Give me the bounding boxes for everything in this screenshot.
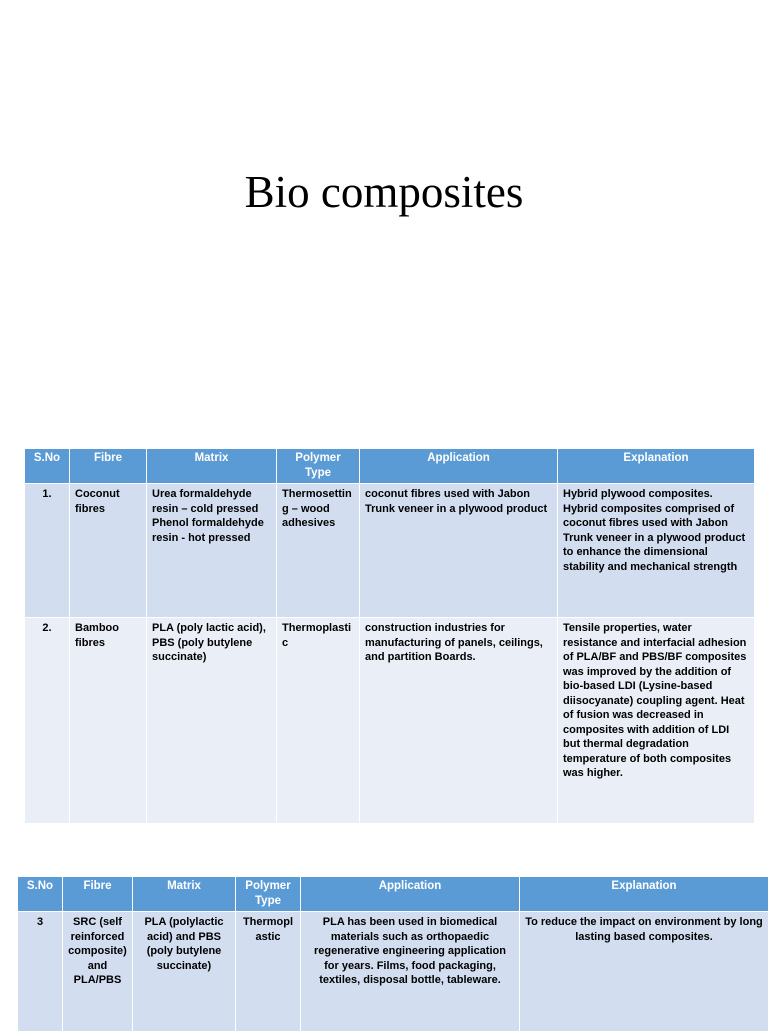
header-sno: S.No	[18, 877, 63, 912]
header-polymer-type: Polymer Type	[277, 449, 360, 484]
header-explanation: Explanation	[558, 449, 755, 484]
header-matrix: Matrix	[133, 877, 236, 912]
cell-explanation: To reduce the impact on environment by long lasting based composites.	[520, 912, 768, 1032]
cell-explanation: Hybrid plywood composites. Hybrid composites comprised of coconut fibres used with Jabon Trunk veneer in a plywood product to enhance the dimensional stability and mechanical strength	[558, 484, 755, 618]
table-row	[25, 618, 755, 824]
header-explanation: Explanation	[520, 877, 768, 912]
table-header-row	[25, 449, 755, 484]
table-row	[25, 484, 755, 618]
cell-matrix: Urea formaldehyde resin – cold pressed Phenol formaldehyde resin - hot pressed	[147, 484, 277, 618]
cell-application: construction industries for manufacturing of panels, ceilings, and partition Boards.	[360, 618, 558, 824]
cell-sno: 2.	[25, 618, 70, 824]
cell-sno: 1.	[25, 484, 70, 618]
bio-composites-table-2	[17, 876, 768, 1032]
table-row	[18, 912, 768, 1032]
cell-polymer-type: Thermoplastic	[236, 912, 301, 1032]
cell-explanation: Tensile properties, water resistance and interfacial adhesion of PLA/BF and PBS/BF composites was improved by the addition of bio-based LDI (Lysine-based diisocyanate) coupling agent. Heat of fusion was decreased in composites with addition of LDI but thermal degradation temperature of both composites was higher.	[558, 618, 755, 824]
cell-fibre: Bamboo fibres	[70, 618, 147, 824]
cell-application: PLA has been used in biomedical materials such as orthopaedic regenerative engineering application for years. Films, food packaging, textiles, disposal bottle, tableware.	[301, 912, 520, 1032]
cell-fibre: Coconut fibres	[70, 484, 147, 618]
header-polymer-type: Polymer Type	[236, 877, 301, 912]
header-fibre: Fibre	[63, 877, 133, 912]
cell-application: coconut fibres used with Jabon Trunk veneer in a plywood product	[360, 484, 558, 618]
cell-polymer-type: Thermoplastic	[277, 618, 360, 824]
header-matrix: Matrix	[147, 449, 277, 484]
cell-fibre: SRC (self reinforced composite) and PLA/PBS	[63, 912, 133, 1032]
slide-title: Bio composites	[0, 166, 768, 218]
cell-sno: 3	[18, 912, 63, 1032]
header-fibre: Fibre	[70, 449, 147, 484]
header-application: Application	[301, 877, 520, 912]
bio-composites-table-1	[24, 448, 755, 824]
cell-matrix: PLA (poly lactic acid), PBS (poly butylene succinate)	[147, 618, 277, 824]
header-application: Application	[360, 449, 558, 484]
table-header-row	[18, 877, 768, 912]
cell-polymer-type: Thermosetting – wood adhesives	[277, 484, 360, 618]
header-sno: S.No	[25, 449, 70, 484]
cell-matrix: PLA (polylactic acid) and PBS (poly butylene succinate)	[133, 912, 236, 1032]
